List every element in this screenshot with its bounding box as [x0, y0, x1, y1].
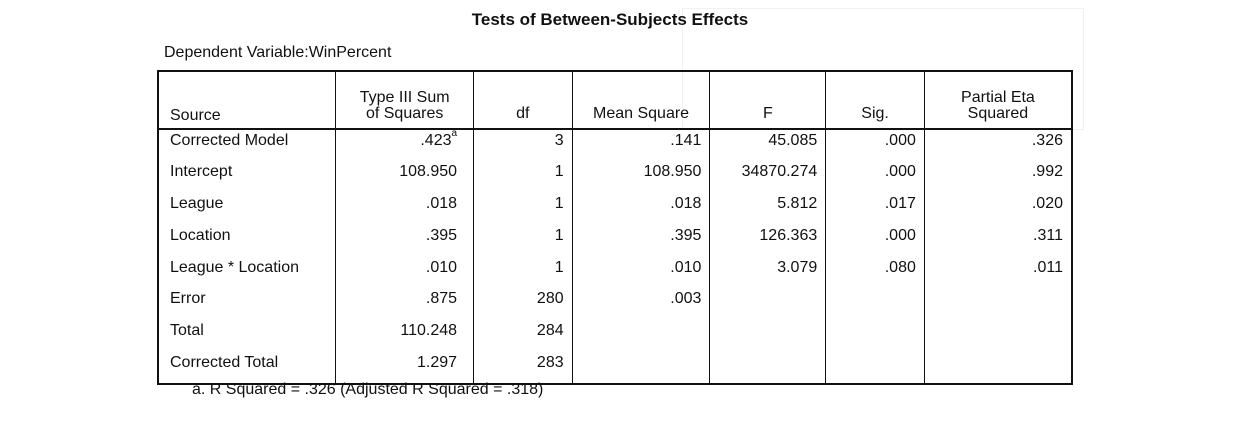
cell-ms: .141 — [572, 129, 710, 161]
table-row — [158, 129, 1072, 161]
cell-source: Location — [170, 226, 231, 244]
cell-source: Intercept — [170, 162, 233, 180]
cell-df: 283 — [474, 352, 573, 384]
header-row — [158, 71, 1072, 129]
cell-source: Corrected Total — [170, 354, 279, 372]
cell-eta — [924, 288, 1072, 320]
table-title: Tests of Between-Subjects Effects — [471, 10, 749, 29]
cell-df: 1 — [474, 225, 573, 257]
cell-source: Total — [170, 322, 204, 340]
col-header-ms: Mean Square — [572, 71, 710, 129]
cell-f — [710, 288, 826, 320]
cell-f: 34870.274 — [710, 161, 826, 193]
table-row — [158, 193, 1072, 225]
cell-ms — [572, 352, 710, 384]
col-header-source: Source — [170, 107, 221, 124]
cell-f — [710, 352, 826, 384]
col-header-ss: Type III Sum of Squares — [336, 71, 474, 129]
anova-table — [157, 70, 1073, 385]
cell-source: League * Location — [170, 258, 299, 276]
col-header-f: F — [710, 71, 826, 129]
table-footnote: a. R Squared = .326 (Adjusted R Squared = .318) — [192, 381, 544, 398]
cell-source: League — [170, 194, 224, 212]
cell-ss: .018 — [336, 193, 474, 225]
table-row — [158, 225, 1072, 257]
col-header-df: df — [474, 71, 573, 129]
footnote-marker: a — [451, 128, 458, 139]
dependent-variable-label: Dependent Variable:WinPercent — [164, 44, 392, 61]
table-row — [158, 161, 1072, 193]
cell-eta — [924, 352, 1072, 384]
cell-sig — [826, 288, 925, 320]
table-row — [158, 257, 1072, 289]
cell-eta: .992 — [924, 161, 1072, 193]
cell-ss: 108.950 — [336, 161, 474, 193]
cell-f: 45.085 — [710, 129, 826, 161]
cell-eta: .311 — [924, 225, 1072, 257]
cell-ms: .003 — [572, 288, 710, 320]
col-header-eta: Partial Eta Squared — [924, 71, 1072, 129]
cell-ss: .395 — [336, 225, 474, 257]
cell-sig: .000 — [826, 225, 925, 257]
col-header-sig: Sig. — [826, 71, 925, 129]
cell-ms: 108.950 — [572, 161, 710, 193]
cell-eta: .011 — [924, 257, 1072, 289]
cell-df: 1 — [474, 161, 573, 193]
cell-ms: .010 — [572, 257, 710, 289]
cell-df: 1 — [474, 193, 573, 225]
cell-df: 3 — [474, 129, 573, 161]
cell-sig: .000 — [826, 161, 925, 193]
cell-source: Corrected Model — [170, 132, 289, 149]
cell-sig: .017 — [826, 193, 925, 225]
cell-sig: .080 — [826, 257, 925, 289]
cell-ms — [572, 320, 710, 352]
table-row — [158, 352, 1072, 384]
cell-sig — [826, 320, 925, 352]
cell-ms: .018 — [572, 193, 710, 225]
cell-ss: .423$^a$ — [336, 129, 474, 161]
cell-sig — [826, 352, 925, 384]
cell-f: 3.079 — [710, 257, 826, 289]
cell-sig: .000 — [826, 129, 925, 161]
cell-df: 280 — [474, 288, 573, 320]
table-row — [158, 288, 1072, 320]
cell-df: 284 — [474, 320, 573, 352]
cell-eta: .326 — [924, 129, 1072, 161]
cell-eta — [924, 320, 1072, 352]
cell-source: Error — [170, 290, 206, 308]
table-row — [158, 320, 1072, 352]
cell-f — [710, 320, 826, 352]
cell-df: 1 — [474, 257, 573, 289]
cell-f: 5.812 — [710, 193, 826, 225]
cell-eta: .020 — [924, 193, 1072, 225]
cell-ss: .010 — [336, 257, 474, 289]
cell-ms: .395 — [572, 225, 710, 257]
cell-ss: 110.248 — [336, 320, 474, 352]
cell-ss: 1.297 — [336, 352, 474, 384]
cell-ss: .875 — [336, 288, 474, 320]
cell-f: 126.363 — [710, 225, 826, 257]
